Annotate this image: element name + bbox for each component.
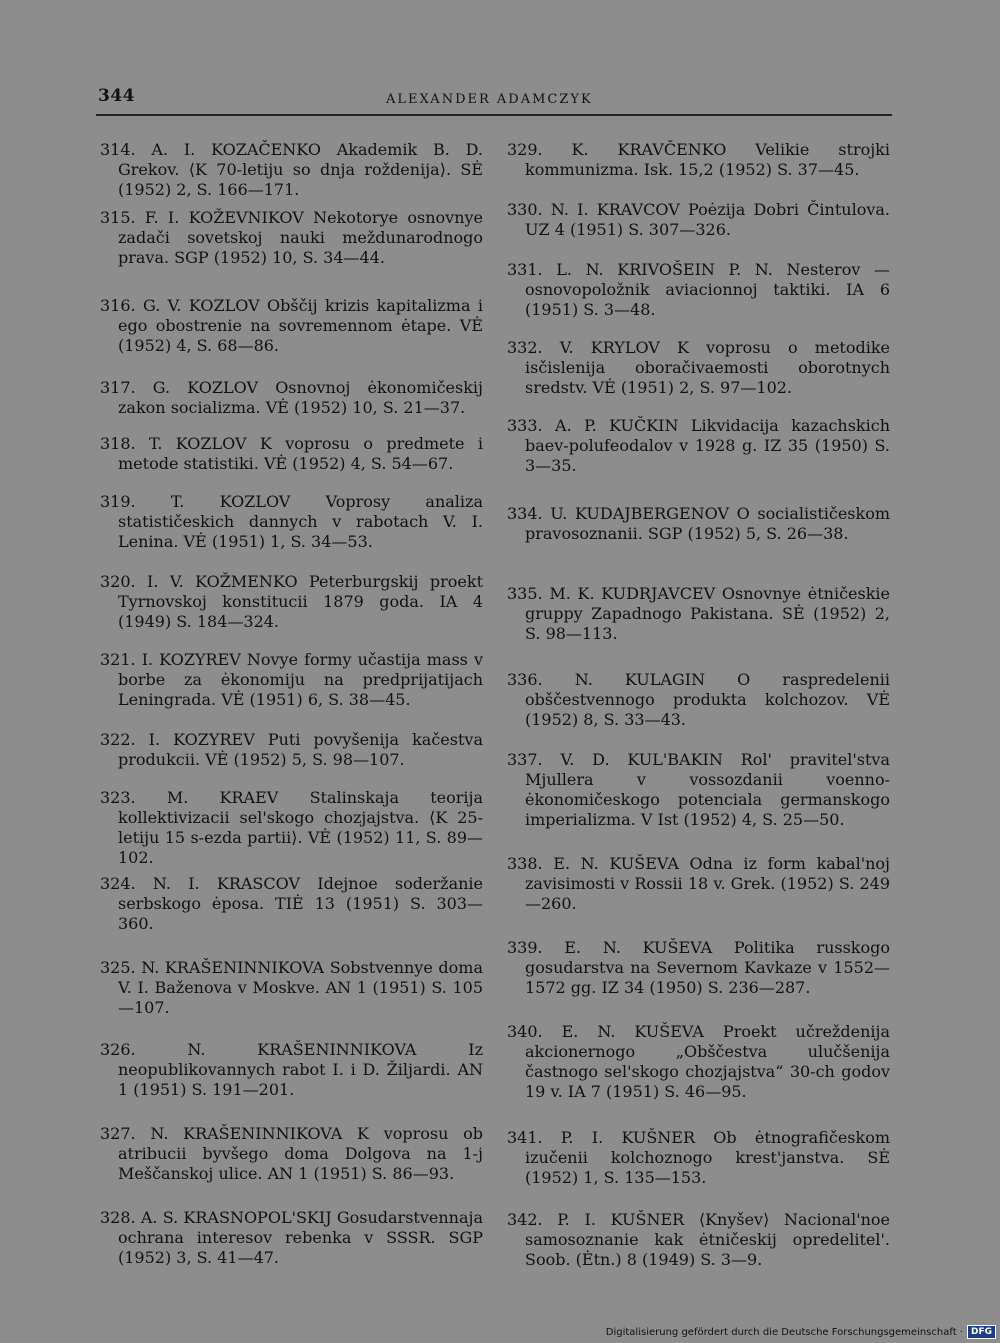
bibliography-entry: 335. M. K. KUDRJAVCEV Osnovnye ėtničeskie gruppy Zapadnogo Pakistana. SĖ (1952) 2, S. 98—113. [507, 584, 890, 643]
credit-text: Digitalisierung gefördert durch die Deutsche Forschungsgemeinschaft · [605, 1326, 963, 1338]
bibliography-entry: 339. E. N. KUŠEVA Politika russkogo gosudarstva na Severnom Kavkaze v 1552—1572 gg. IZ 34 (1950) S. 236—287. [507, 938, 890, 997]
bibliography-entry: 325. N. KRAŠENINNIKOVA Sobstvennye doma V. I. Baženova v Moskve. AN 1 (1951) S. 105—107. [100, 958, 483, 1017]
bibliography-entry: 331. L. N. KRIVOŠEIN P. N. Nesterov — osnovopoložnik aviacionnoj taktiki. IA 6 (1951) S. 3—48. [507, 260, 890, 319]
bibliography-entry: 324. N. I. KRASCOV Idejnoe soderžanie serbskogo ėposa. TIĖ 13 (1951) S. 303—360. [100, 874, 483, 933]
bibliography-entry: 314. A. I. KOZAČENKO Akademik B. D. Grekov. ⟨K 70-letiju so dnja roždenija⟩. SĖ (1952) 2, S. 166—171. [100, 140, 483, 199]
bibliography-entry: 336. N. KULAGIN O raspredelenii obščestvennogo produkta kolchozov. VĖ (1952) 8, S. 33—43. [507, 670, 890, 729]
bibliography-entry: 322. I. KOZYREV Puti povyšenija kačestva produkcii. VĖ (1952) 5, S. 98—107. [100, 730, 483, 769]
bibliography-entry: 318. T. KOZLOV K voprosu o predmete i metode statistiki. VĖ (1952) 4, S. 54—67. [100, 434, 483, 473]
bibliography-entry: 332. V. KRYLOV K voprosu o metodike isčislenija oboračivaemosti oborotnych sredstv. VĖ (1951) 2, S. 97—102. [507, 338, 890, 397]
bibliography-entry: 320. I. V. KOŽMENKO Peterburgskij proekt Tyrnovskoj konstitucii 1879 goda. IA 4 (1949) S. 184—324. [100, 572, 483, 631]
bibliography-entry: 315. F. I. KOŽEVNIKOV Nekotorye osnovnye zadači sovetskoj nauki meždunarodnogo prava. SGP (1952) 10, S. 34—44. [100, 208, 483, 267]
bibliography-entry: 323. M. KRAEV Stalinskaja teorija kollektivizacii sel'skogo chozjajstva. ⟨K 25-letiju 15 s-ezda partii⟩. VĖ (1952) 11, S. 89—102. [100, 788, 483, 867]
bibliography-entry: 338. E. N. KUŠEVA Odna iz form kabal'noj zavisimosti v Rossii 18 v. Grek. (1952) S. 249—260. [507, 854, 890, 913]
bibliography-entry: 342. P. I. KUŠNER ⟨Knyšev⟩ Nacional'noe samosoznanie kak ėtničeskij opredelitel'. Soob. (Ėtn.) 8 (1949) S. 3—9. [507, 1210, 890, 1269]
running-head: ALEXANDER ADAMCZYK [386, 92, 593, 107]
bibliography-entry: 340. E. N. KUŠEVA Proekt učreždenija akcionernogo „Obščestva ulučšenija častnogo sel'skogo chozjajstva“ 30-ch godov 19 v. IA 7 (1951) S. 46—95. [507, 1022, 890, 1101]
bibliography-entry: 317. G. KOZLOV Osnovnoj ėkonomičeskij zakon socializma. VĖ (1952) 10, S. 21—37. [100, 378, 483, 417]
bibliography-entry: 337. V. D. KUL'BAKIN Rol' pravitel'stva Mjullera v vossozdanii voenno-ėkonomičeskogo potenciala germanskogo imperializma. V Ist (1952) 4, S. 25—50. [507, 750, 890, 829]
digitization-credit [606, 1325, 996, 1339]
page-number: 344 [98, 86, 135, 106]
bibliography-entry: 330. N. I. KRAVCOV Poėzija Dobri Čintulova. UZ 4 (1951) S. 307—326. [507, 200, 890, 239]
bibliography-entry: 329. K. KRAVČENKO Velikie strojki kommunizma. Isk. 15,2 (1952) S. 37—45. [507, 140, 890, 179]
bibliography-entry: 319. T. KOZLOV Voprosy analiza statističeskich dannych v rabotach V. I. Lenina. VĖ (1951) 1, S. 34—53. [100, 492, 483, 551]
dfg-logo-icon: DFG [967, 1325, 996, 1339]
bibliography-entry: 316. G. V. KOZLOV Obščij krizis kapitalizma i ego obostrenie na sovremennom ėtape. VĖ (1952) 4, S. 68—86. [100, 296, 483, 355]
bibliography-entry: 333. A. P. KUČKIN Likvidacija kazachskich baev-polufeodalov v 1928 g. IZ 35 (1950) S. 3—35. [507, 416, 890, 475]
bibliography-entry: 321. I. KOZYREV Novye formy učastija mass v borbe za ėkonomiju na predprijatijach Leningrada. VĖ (1951) 6, S. 38—45. [100, 650, 483, 709]
bibliography-entry: 328. A. S. KRASNOPOL'SKIJ Gosudarstvennaja ochrana interesov rebenka v SSSR. SGP (1952) 3, S. 41—47. [100, 1208, 483, 1267]
bibliography-entry: 327. N. KRAŠENINNIKOVA K voprosu ob atribucii byvšego doma Dolgova na 1-j Meščanskoj ulice. AN 1 (1951) S. 86—93. [100, 1124, 483, 1183]
header-rule [96, 114, 892, 116]
bibliography-entry: 334. U. KUDAJBERGENOV O socialističeskom pravosoznanii. SGP (1952) 5, S. 26—38. [507, 504, 890, 543]
bibliography-entry: 326. N. KRAŠENINNIKOVA Iz neopublikovannych rabot I. i D. Žiljardi. AN 1 (1951) S. 191—201. [100, 1040, 483, 1099]
bibliography-entry: 341. P. I. KUŠNER Ob ėtnografičeskom izučenii kolchoznogo krest'janstva. SĖ (1952) 1, S. 135—153. [507, 1128, 890, 1187]
